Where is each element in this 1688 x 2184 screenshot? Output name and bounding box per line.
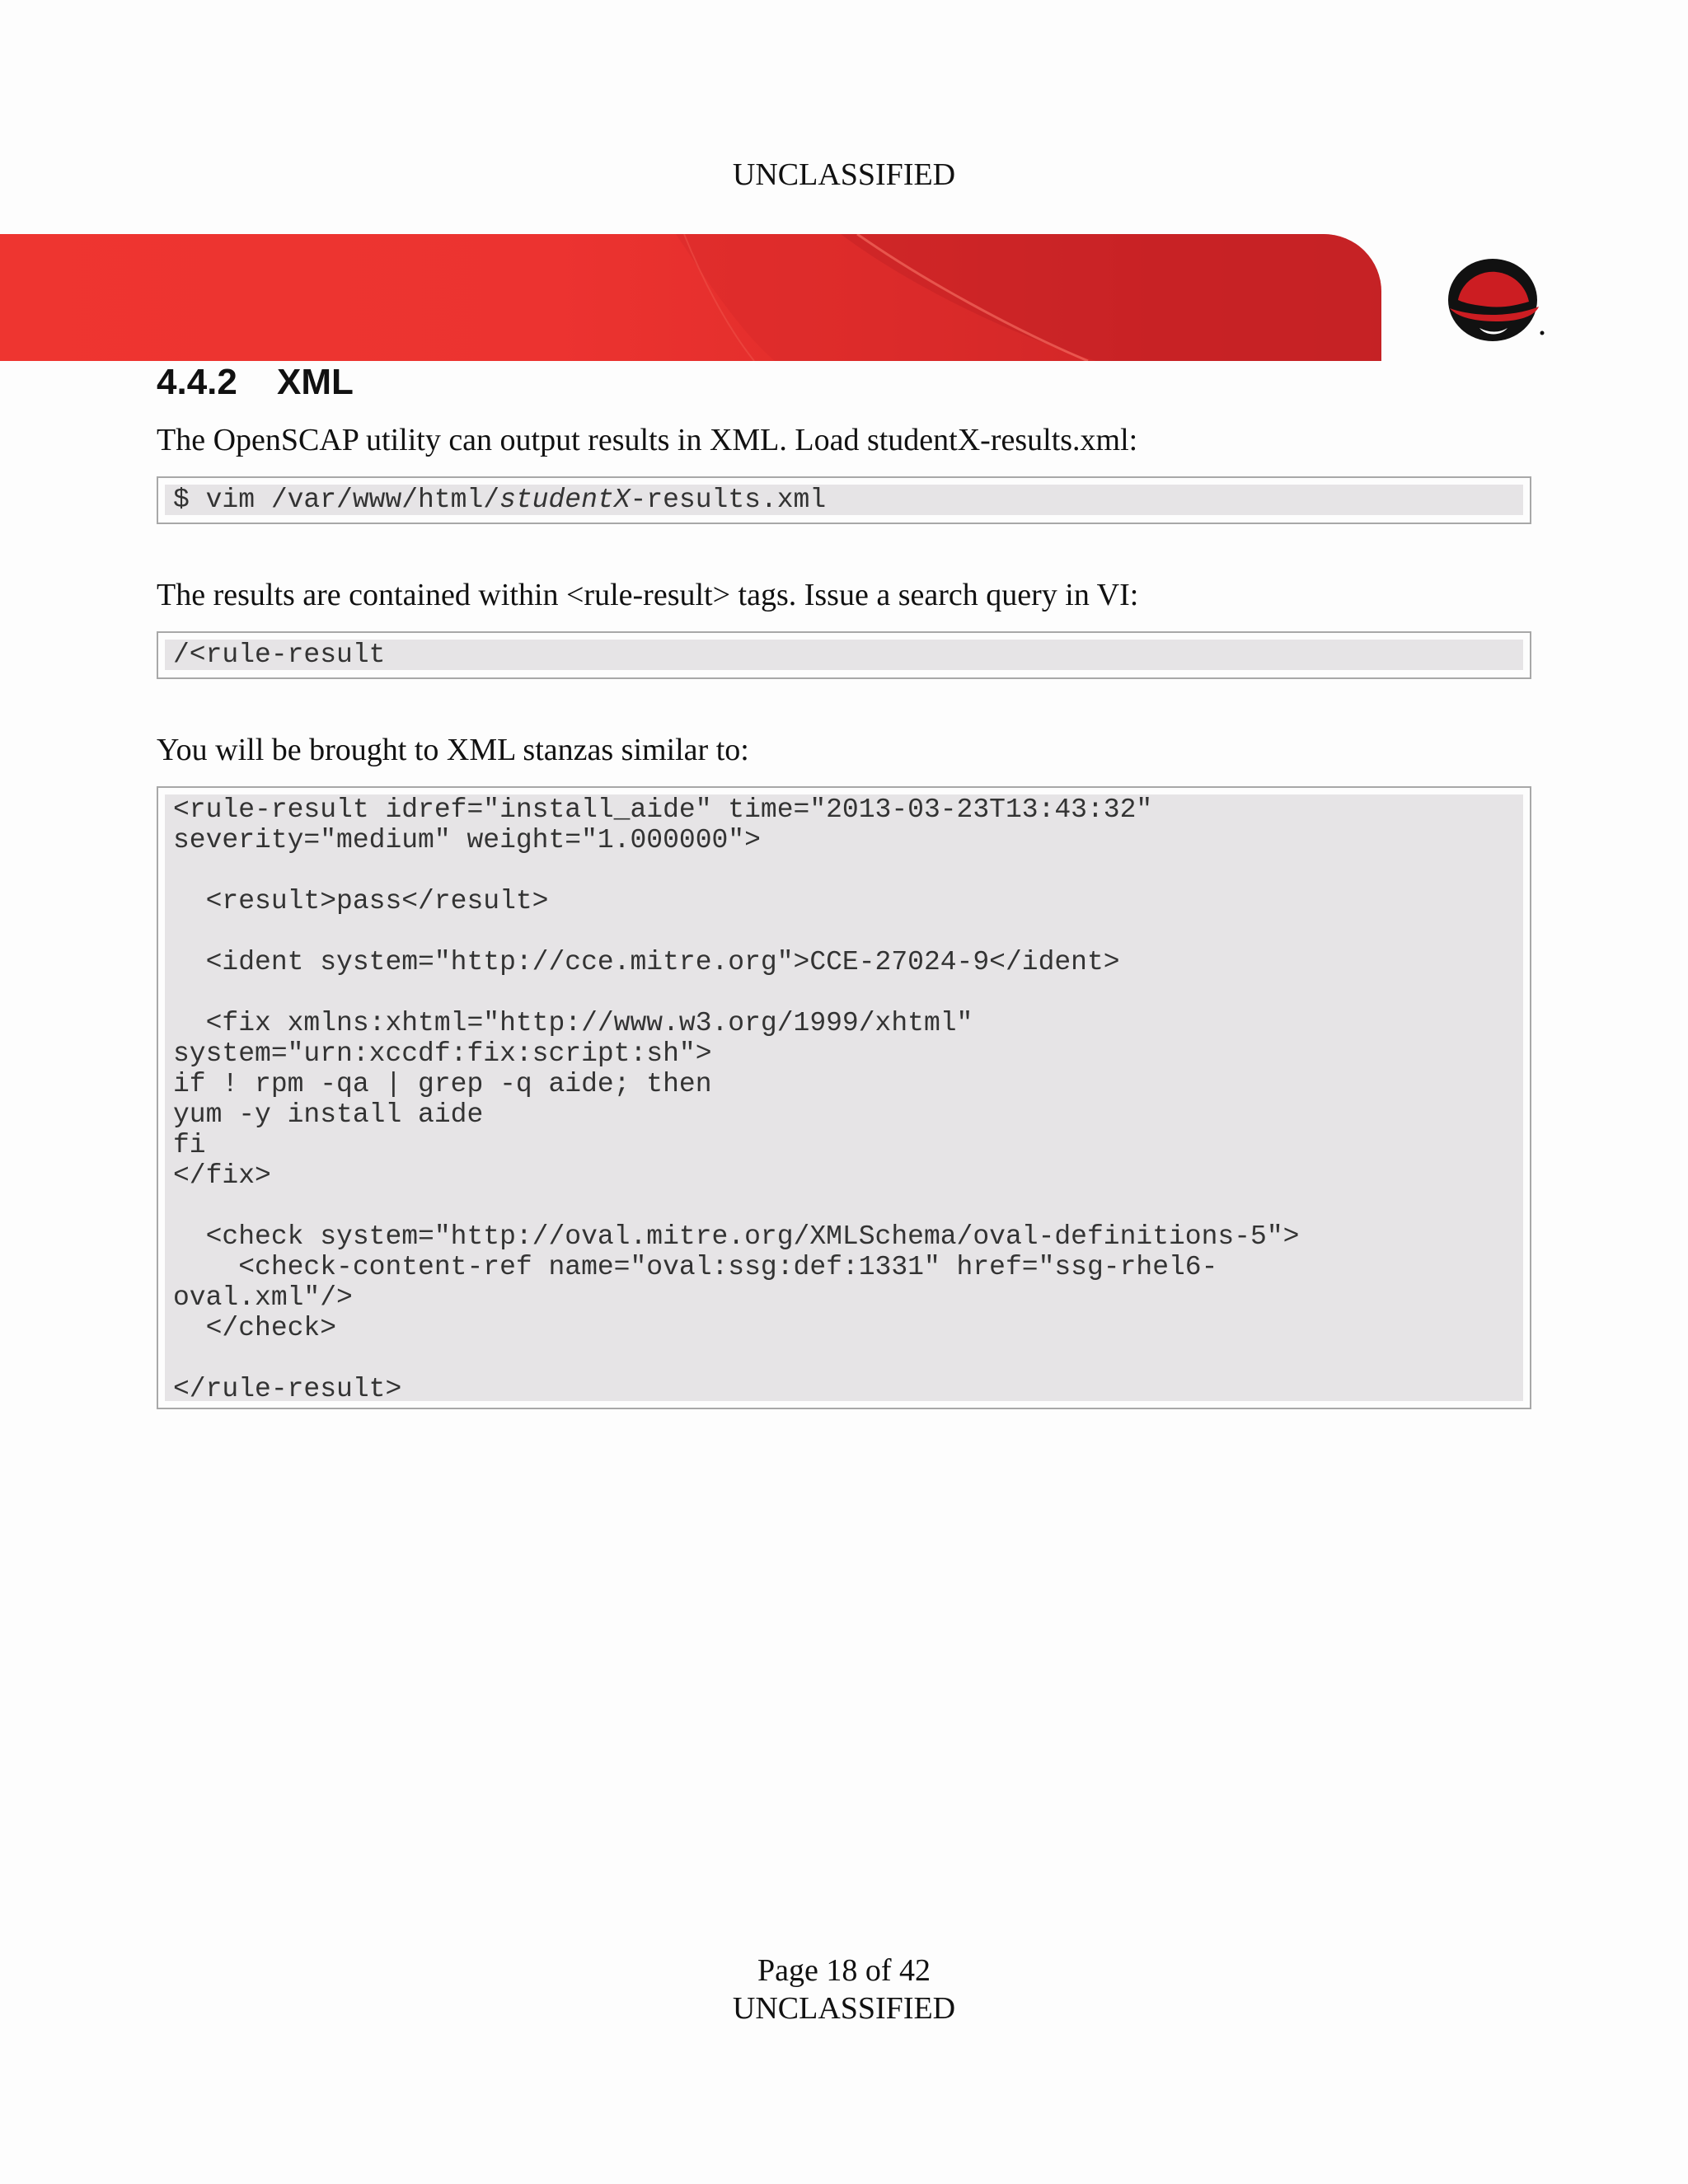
section-title: XML — [277, 362, 354, 402]
code-block-xml-stanza — [157, 786, 1531, 1409]
code-search-text: /<rule-result — [165, 640, 1523, 670]
paragraph-stanza-intro: You will be brought to XML stanzas similar to: — [157, 733, 749, 767]
header-banner — [0, 234, 1381, 361]
page-number: Page 18 of 42 — [757, 1953, 931, 1988]
code-suffix: -results.xml — [630, 485, 827, 515]
code-emphasis: studentX — [499, 485, 631, 515]
redhat-shadowman-icon — [1447, 257, 1545, 344]
section-heading — [157, 359, 354, 405]
section-number: 4.4.2 — [157, 362, 237, 402]
classification-footer: UNCLASSIFIED — [732, 1991, 956, 2026]
code-block-vim-command — [157, 476, 1531, 524]
paragraph-intro: The OpenSCAP utility can output results in XML. Load studentX-results.xml: — [157, 423, 1138, 457]
code-xml-text: <rule-result idref="install_aide" time="2013-03-23T13:43:32" severity="medium" weight="1.000000"> <result>pass</result> <ident system="http://cce.mitre.org">CCE-27024-9</ident> <fix xmlns:xhtml="http://www.w3.org/1999/xhtml" system="urn:xccdf:fix:script:sh"> if ! rpm -qa | grep -q aide; then yum -y install aide fi </fix> <check system="http://oval.mitre.org/XMLSchema/oval-definitions-5"> <check-content-ref name="oval:ssg:def:1331" href="ssg-rhel6- oval.xml"/> </check> </rule-result> — [165, 794, 1523, 1401]
code-block-search-query — [157, 631, 1531, 679]
classification-header: UNCLASSIFIED — [732, 157, 956, 192]
code-prefix: $ vim /var/www/html/ — [173, 485, 500, 515]
paragraph-search-instructions: The results are contained within <rule-result> tags. Issue a search query in VI: — [157, 578, 1139, 612]
